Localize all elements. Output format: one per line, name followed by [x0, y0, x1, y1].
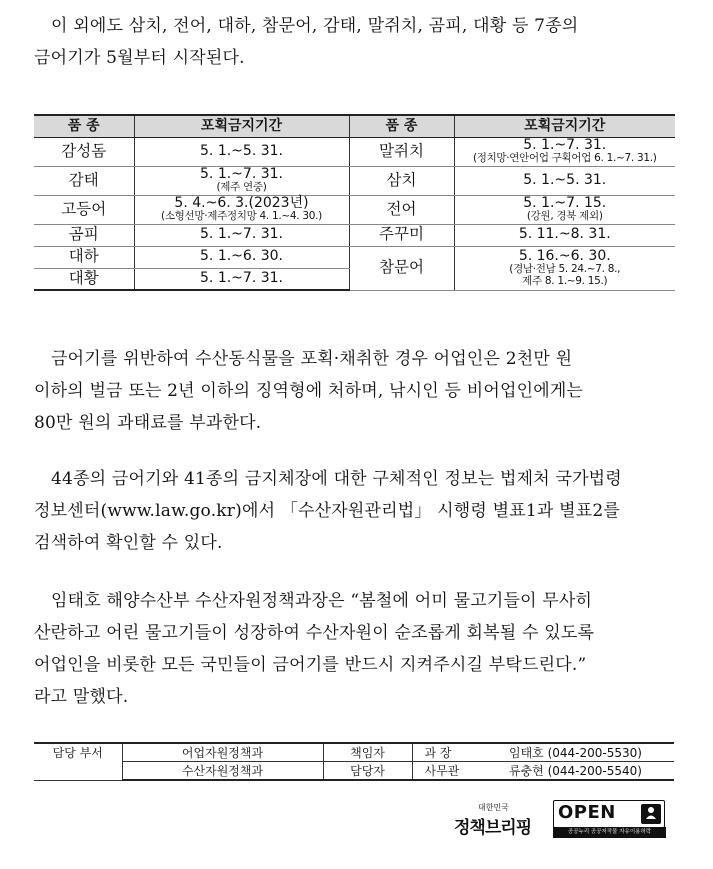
penalty-line-3: 80만 원의 과태료를 부과한다. [34, 413, 262, 433]
info-line-3: 검색하여 확인할 수 있다. [34, 533, 223, 553]
species-cell: 주꾸미 [349, 224, 454, 246]
period-cell: 5. 1.~5. 31. [134, 137, 349, 166]
period-text: 5. 16.~6. 30. [518, 247, 611, 264]
open-license-text: OPEN [558, 802, 616, 823]
species-cell: 감성돔 [34, 137, 134, 166]
table-header-row [34, 115, 675, 137]
open-license-band: 공공누리 공공저작물 자유이용허락 [553, 827, 666, 838]
penalty-line-1: 금어기를 위반하여 수산동식물을 포획·채취한 경우 어업인은 2천만 원 [51, 349, 573, 369]
quote-paragraph [34, 585, 674, 713]
penalty-paragraph [34, 343, 674, 439]
info-line-1: 44종의 금어기와 41종의 금지체장에 대한 구체적인 정보는 법제처 국가법령 [51, 469, 622, 489]
header-period-right: 포획금지기간 [454, 115, 675, 137]
period-note: (경남·전남 5. 24.~7. 8., [509, 263, 621, 276]
table-row [34, 195, 675, 224]
contact-row [34, 762, 674, 781]
species-cell: 고등어 [34, 195, 134, 224]
period-cell: 5. 1.~7. 31. [134, 224, 349, 246]
species-cell: 곰피 [34, 224, 134, 246]
penalty-line-2: 이하의 벌금 또는 2년 이하의 징역형에 처하며, 낚시인 등 비어업인에게는 [34, 381, 584, 401]
table-row [34, 246, 675, 268]
contact-person: 임태호 (044-200-5530) [506, 743, 674, 762]
open-license-logo [553, 800, 665, 840]
species-cell: 말쥐치 [349, 137, 454, 166]
period-cell [454, 246, 675, 290]
period-text: 5. 4.~6. 3.(2023년) [174, 195, 309, 212]
brief-logo-small-text: 대한민국 [478, 803, 509, 812]
quote-line-1: 임태호 해양수산부 수산자원정책과장은 “봄철에 어미 물고기들이 무사히 [51, 591, 593, 611]
table-row [34, 166, 675, 195]
dept-name: 어업자원정책과 [122, 743, 323, 762]
species-cell: 전어 [349, 195, 454, 224]
policy-briefing-logo [452, 802, 548, 840]
attribution-icon [641, 804, 661, 824]
species-cell: 대하 [34, 246, 134, 268]
period-note: (정치망·연안어업 구획어업 6. 1.~7. 31.) [472, 152, 657, 165]
period-text: 5. 1.~7. 31. [523, 137, 607, 154]
header-species-right: 품 종 [349, 115, 454, 137]
brief-logo-main-text: 정책브리핑 [454, 818, 532, 838]
intro-line-1: 이 외에도 삼치, 전어, 대하, 참문어, 감태, 말쥐치, 곰피, 대황 등 7종의 [51, 16, 579, 36]
header-species-left: 품 종 [34, 115, 134, 137]
quote-line-2: 산란하고 어린 물고기들이 성장하여 수산자원이 순조롭게 회복될 수 있도록 [34, 623, 595, 643]
role-label: 책임자 [323, 743, 412, 762]
position-label: 과 장 [412, 743, 506, 762]
period-cell: 5. 1.~6. 30. [134, 246, 349, 268]
role-label: 담당자 [323, 762, 412, 781]
contact-table [34, 742, 674, 781]
period-note: (소형선망·제주정치망 4. 1.~4. 30.) [161, 210, 322, 223]
open-license-box [553, 800, 665, 828]
quote-line-3: 어업인을 비롯한 모든 국민들이 금어기를 반드시 지켜주시길 부탁드린다.” [34, 655, 587, 675]
species-cell: 감태 [34, 166, 134, 195]
period-cell: 5. 11.~8. 31. [454, 224, 675, 246]
period-note: (강원, 경북 제외) [526, 210, 603, 223]
species-cell: 참문어 [349, 246, 454, 290]
ban-period-table [34, 114, 675, 291]
table-row [34, 137, 675, 166]
species-cell: 삼치 [349, 166, 454, 195]
intro-paragraph [34, 10, 674, 74]
species-cell: 대황 [34, 268, 134, 290]
header-period-left: 포획금지기간 [134, 115, 349, 137]
quote-line-4: 라고 말했다. [34, 687, 129, 707]
info-line-2: 정보센터(www.law.go.kr)에서 「수산자원관리법」 시행령 별표1과 별표2를 [34, 501, 620, 521]
info-paragraph [34, 463, 674, 559]
period-cell [454, 195, 675, 224]
period-cell [134, 166, 349, 195]
period-note: (제주 연중) [216, 181, 267, 194]
contact-person: 류충현 (044-200-5540) [506, 762, 674, 781]
period-cell [454, 137, 675, 166]
period-cell: 5. 1.~5. 31. [454, 166, 675, 195]
contact-row [34, 743, 674, 762]
period-cell [134, 195, 349, 224]
intro-line-2: 금어기가 5월부터 시작된다. [34, 48, 245, 68]
dept-label: 담당 부서 [34, 743, 122, 780]
table-row [34, 224, 675, 246]
period-cell: 5. 1.~7. 31. [134, 268, 349, 290]
period-note: 제주 8. 1.~9. 15.) [522, 274, 608, 287]
dept-name: 수산자원정책과 [122, 762, 323, 781]
position-label: 사무관 [412, 762, 506, 781]
period-text: 5. 1.~7. 31. [200, 166, 283, 183]
period-text: 5. 1.~7. 15. [523, 195, 607, 212]
